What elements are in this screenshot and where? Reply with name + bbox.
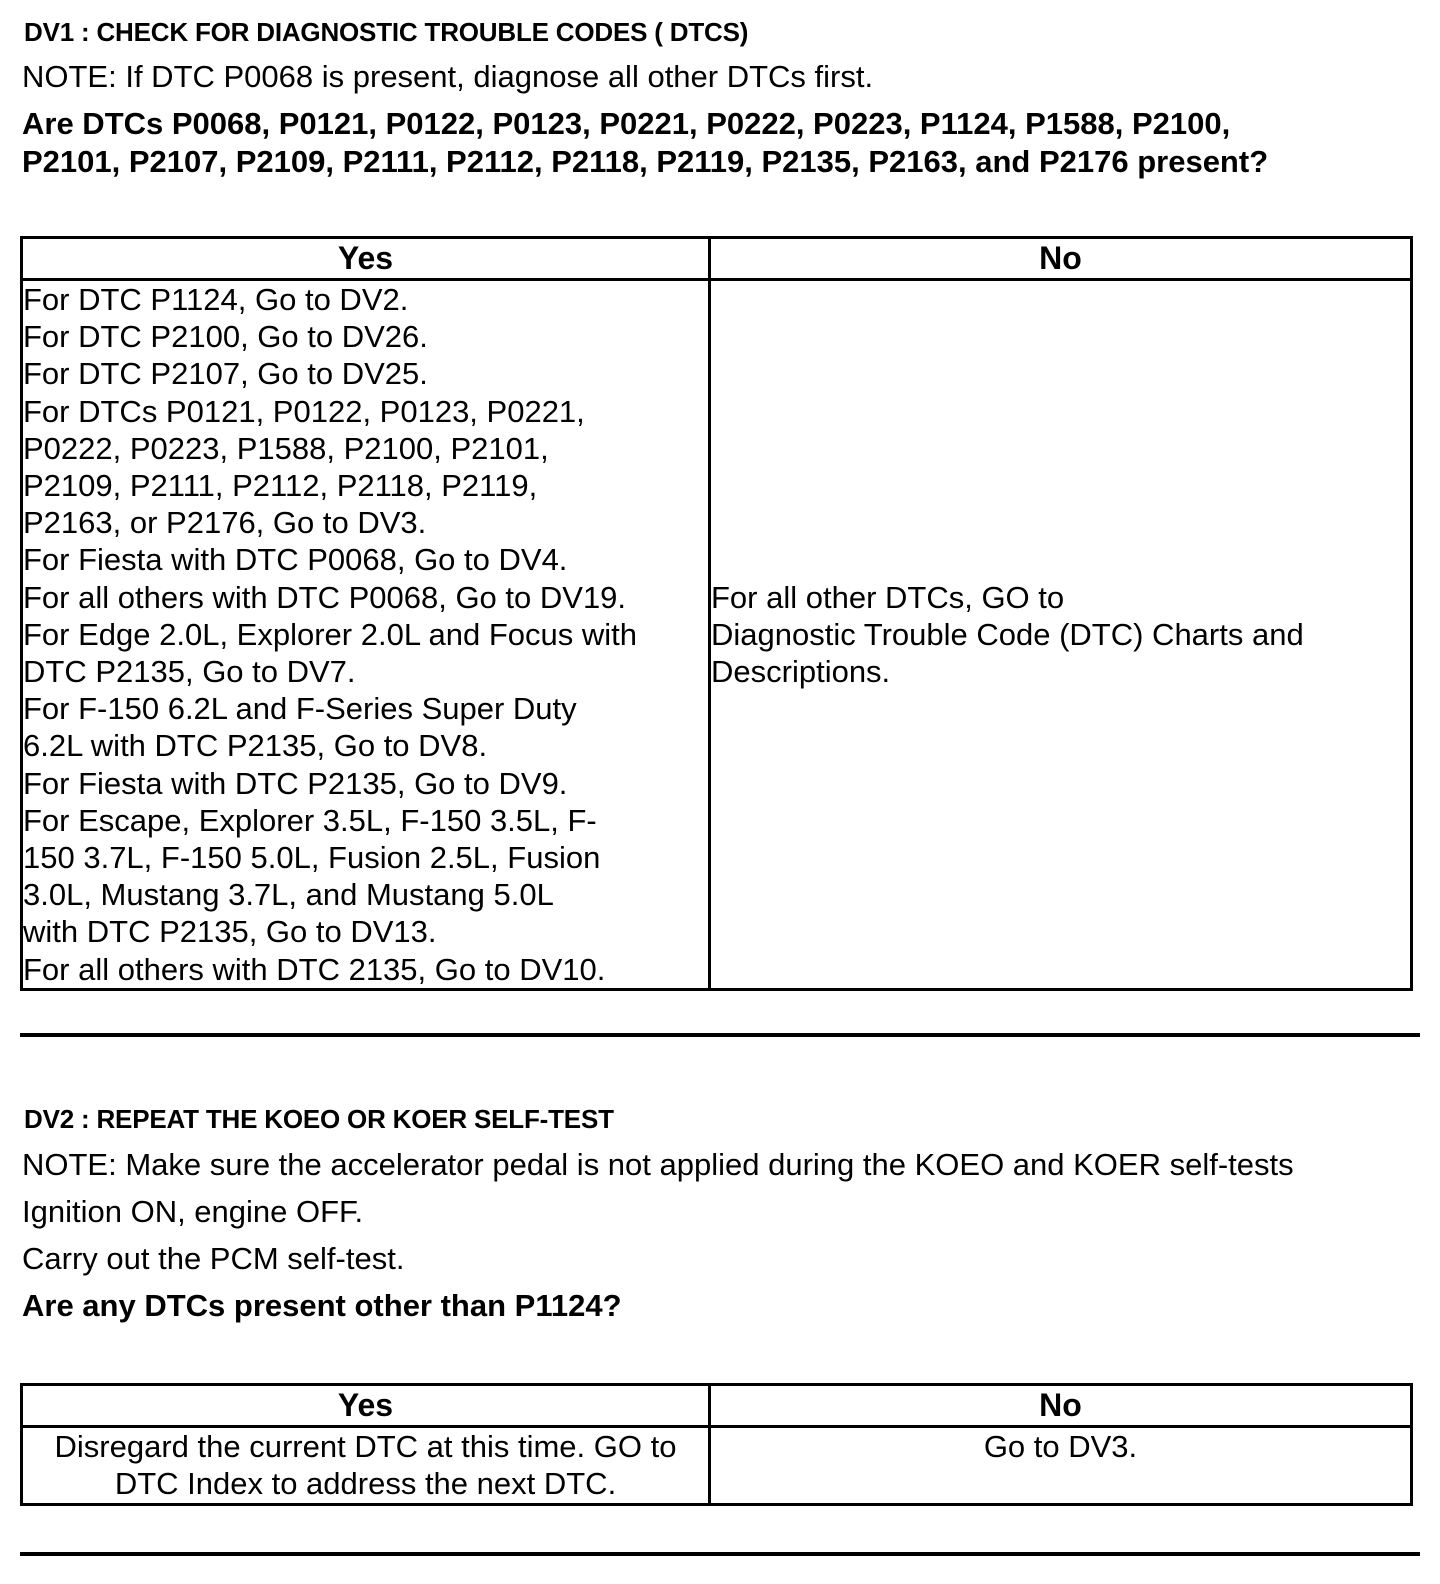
- dv1-answer-table: [20, 236, 1413, 991]
- dv1-no-line: Descriptions.: [711, 654, 891, 689]
- dv2-instruction: Carry out the PCM self-test.: [22, 1241, 405, 1276]
- dv2-no-header: No: [710, 1385, 1412, 1427]
- dv1-question-line: P2101, P2107, P2109, P2111, P2112, P2118, P2119, P2135, P2163, and P2176 present?: [22, 144, 1269, 179]
- dv1-yes-line: For DTC P1124, Go to DV2.: [23, 282, 409, 317]
- dv2-yes-cell: [22, 1427, 710, 1505]
- section-divider: [20, 1552, 1420, 1556]
- dv2-yes-header: Yes: [22, 1385, 710, 1427]
- dv1-no-line: Diagnostic Trouble Code (DTC) Charts and: [711, 616, 1304, 652]
- dv1-yes-cell: [22, 280, 710, 990]
- dv1-question-line: Are DTCs P0068, P0121, P0122, P0123, P0221, P0222, P0223, P1124, P1588, P2100,: [22, 106, 1231, 141]
- dv1-no-line: For all other DTCs, GO to: [711, 579, 1065, 615]
- dv1-yes-line: For all others with DTC 2135, Go to DV10.: [23, 951, 606, 987]
- dv2-no-cell: Go to DV3.: [710, 1427, 1412, 1505]
- dv1-yes-line: For Fiesta with DTC P2135, Go to DV9.: [23, 765, 568, 801]
- dv2-question: Are any DTCs present other than P1124?: [22, 1288, 622, 1323]
- dv1-yes-line: For DTCs P0121, P0122, P0123, P0221,: [23, 393, 585, 429]
- dv1-yes-line: P2109, P2111, P2112, P2118, P2119,: [23, 468, 538, 504]
- dv1-yes-line: For Edge 2.0L, Explorer 2.0L and Focus with: [23, 616, 638, 652]
- dv1-yes-line: P2163, or P2176, Go to DV3.: [23, 505, 427, 541]
- dv1-yes-line: P0222, P0223, P1588, P2100, P2101,: [23, 430, 549, 466]
- dv1-yes-line: 150 3.7L, F-150 5.0L, Fusion 2.5L, Fusion: [23, 840, 601, 876]
- dv2-answer-table: [20, 1383, 1413, 1506]
- dv1-yes-line: with DTC P2135, Go to DV13.: [23, 914, 437, 950]
- dv1-yes-line: DTC P2135, Go to DV7.: [23, 654, 356, 690]
- dv1-yes-line: For all others with DTC P0068, Go to DV19.: [23, 579, 627, 615]
- dv1-yes-line: For Fiesta with DTC P0068, Go to DV4.: [23, 542, 568, 578]
- dv1-yes-line: 3.0L, Mustang 3.7L, and Mustang 5.0L: [23, 877, 554, 913]
- dv1-yes-line: 6.2L with DTC P2135, Go to DV8.: [23, 728, 488, 764]
- dv1-no-cell: [710, 280, 1412, 990]
- dv1-yes-header: Yes: [22, 238, 710, 280]
- dv1-yes-line: For DTC P2100, Go to DV26.: [23, 319, 428, 355]
- dv1-yes-line: For DTC P2107, Go to DV25.: [23, 356, 428, 392]
- dv2-note: NOTE: Make sure the accelerator pedal is not applied during the KOEO and KOER self-tests: [22, 1147, 1294, 1182]
- dv1-heading: DV1 : CHECK FOR DIAGNOSTIC TROUBLE CODES ( DTCS): [24, 17, 749, 47]
- dv2-yes-line: Disregard the current DTC at this time. GO to: [54, 1429, 677, 1464]
- dv1-question: [22, 105, 1268, 181]
- dv1-no-header: No: [710, 238, 1412, 280]
- section-divider: [20, 1033, 1420, 1037]
- dv2-heading: DV2 : REPEAT THE KOEO OR KOER SELF-TEST: [24, 1104, 614, 1134]
- dv1-yes-line: For Escape, Explorer 3.5L, F-150 3.5L, F-: [23, 802, 597, 838]
- dv1-note: NOTE: If DTC P0068 is present, diagnose all other DTCs first.: [22, 59, 874, 94]
- dv2-yes-line: DTC Index to address the next DTC.: [114, 1466, 617, 1501]
- dv2-instruction: Ignition ON, engine OFF.: [22, 1194, 364, 1229]
- dv1-yes-line: For F-150 6.2L and F-Series Super Duty: [23, 691, 577, 727]
